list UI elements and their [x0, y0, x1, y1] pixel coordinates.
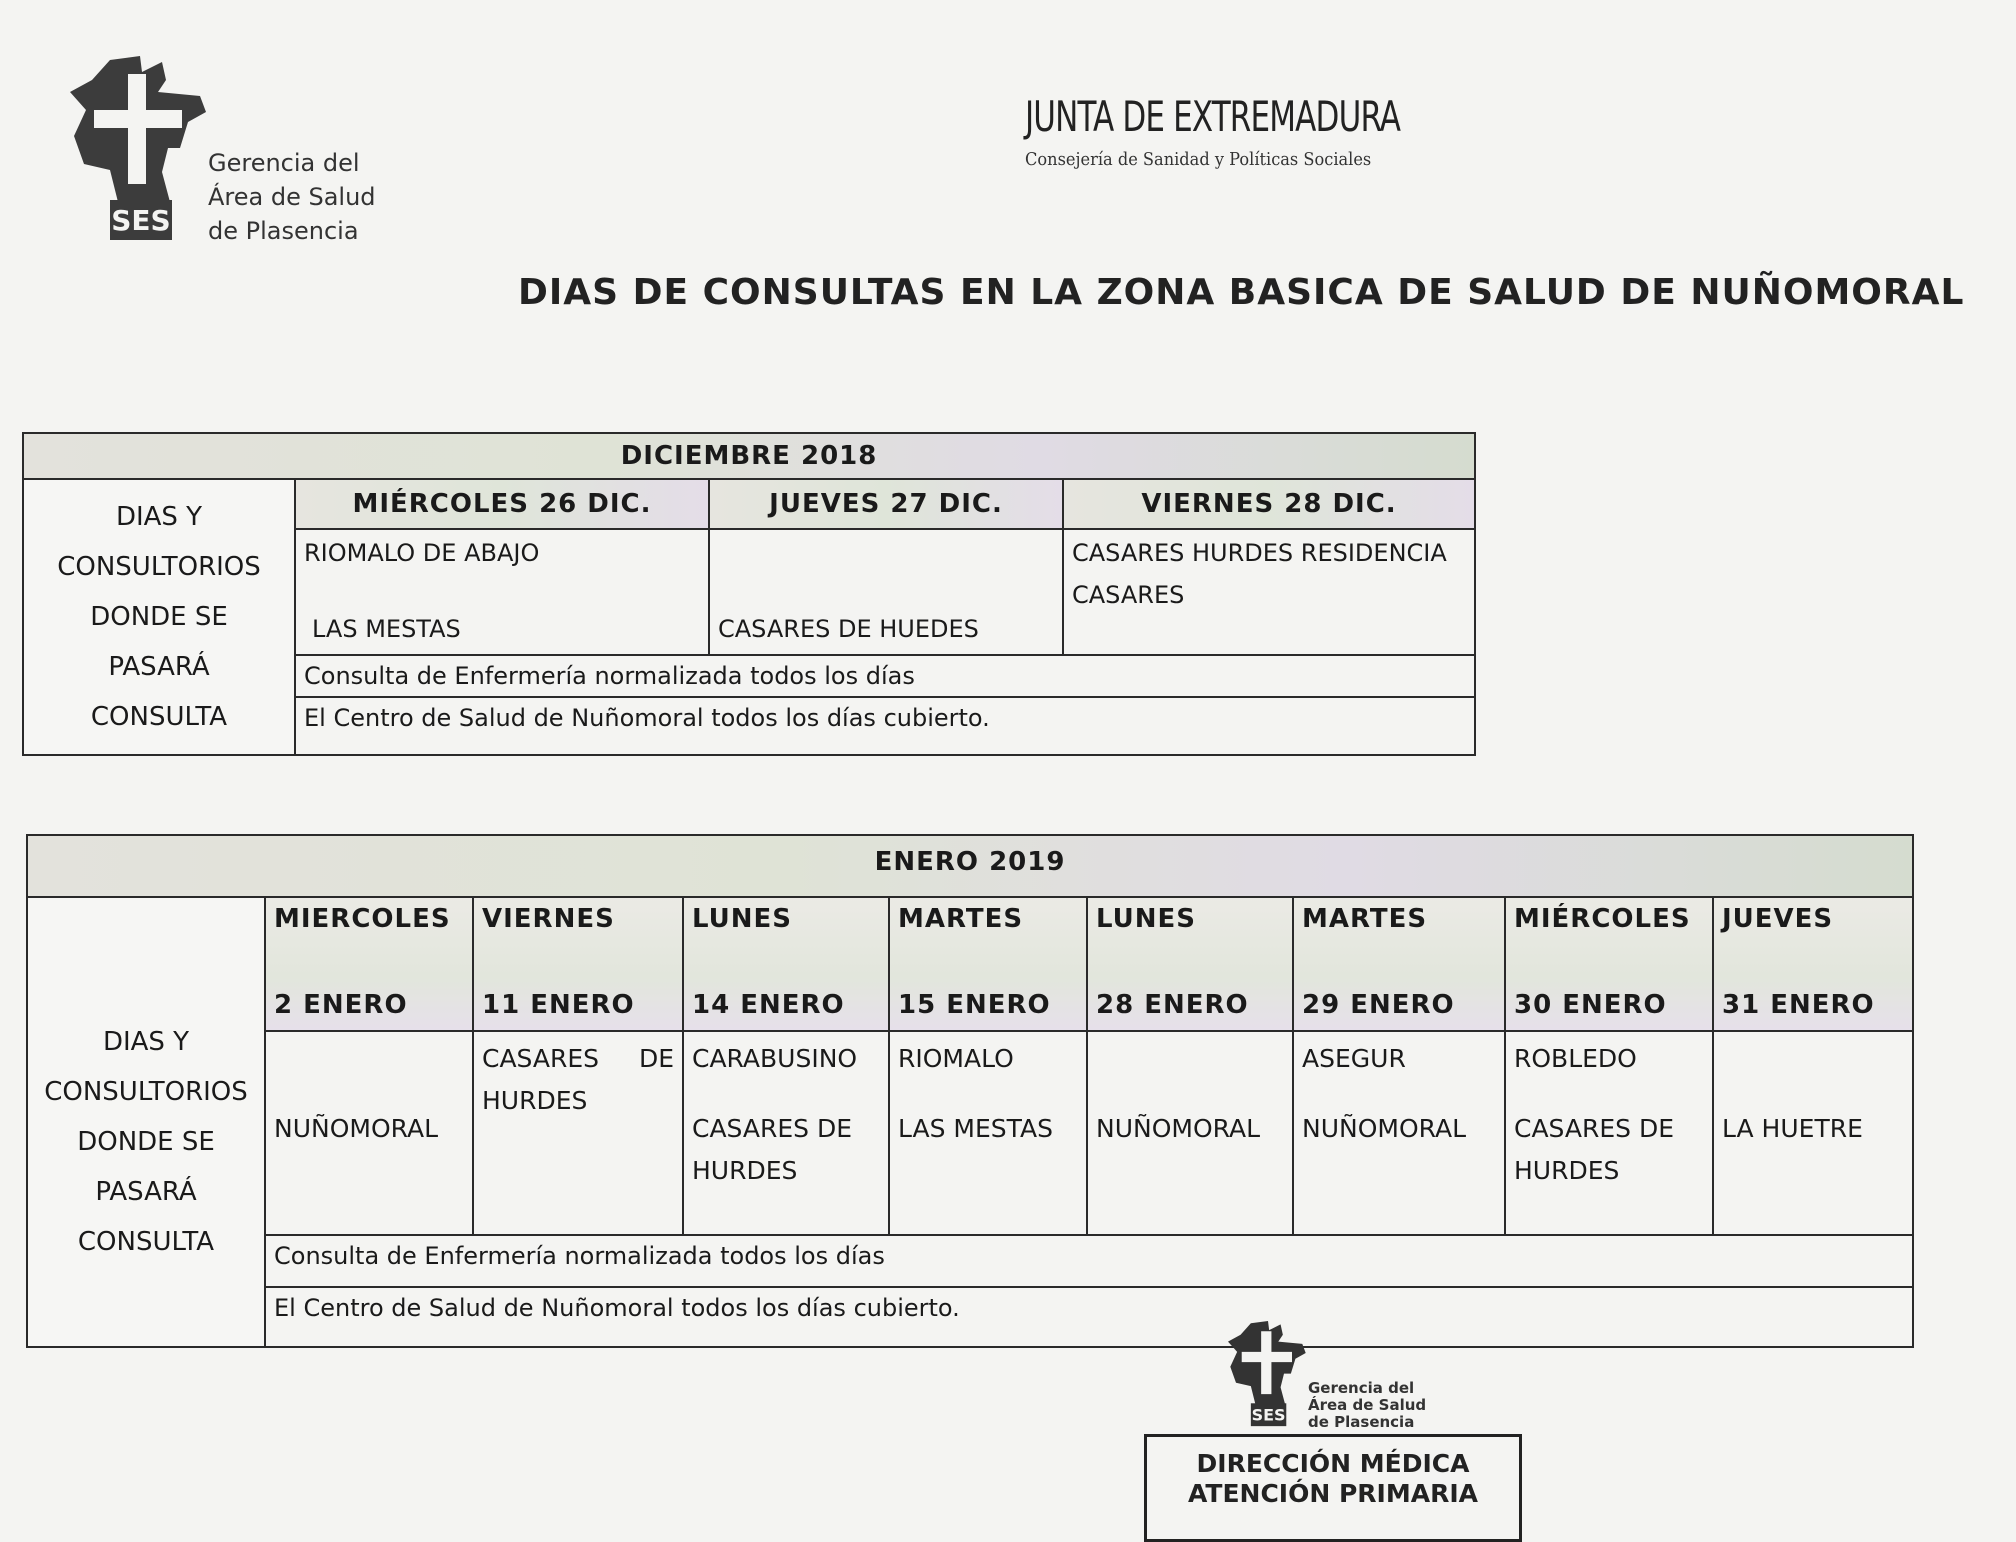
day-header: MARTES 15 ENERO [889, 897, 1087, 1031]
day-header: JUEVES 27 DIC. [709, 479, 1063, 529]
health-center-note: El Centro de Salud de Nuñomoral todos los días cubierto. [295, 697, 1475, 755]
row-header: DIAS Y CONSULTORIOS DONDE SE PASARÁ CONSULTA [27, 897, 265, 1347]
day-cell: CASARES DE HUEDES [709, 529, 1063, 655]
nursing-note: Consulta de Enfermería normalizada todos los días [265, 1235, 1913, 1287]
day-cell: ROBLEDO CASARES DE HURDES [1505, 1031, 1713, 1235]
svg-text:SES: SES [111, 204, 171, 237]
ses-cross-map-icon [70, 52, 210, 242]
day-cell: CASARES HURDES RESIDENCIA CASARES [1063, 529, 1475, 655]
month-header: ENERO 2019 [27, 835, 1913, 897]
ses-logo [70, 52, 430, 252]
december-table [22, 432, 1476, 756]
row-header: DIAS Y CONSULTORIOS DONDE SE PASARÁ CONSULTA [23, 479, 295, 755]
svg-text:SES: SES [1251, 1405, 1286, 1425]
junta-title: JUNTA DE EXTREMADURA [1025, 92, 1401, 141]
day-header: VIERNES 11 ENERO [473, 897, 683, 1031]
nursing-note: Consulta de Enfermería normalizada todos los días [295, 655, 1475, 697]
day-cell: CARABUSINO CASARES DE HURDES [683, 1031, 889, 1235]
ses-cross-map-icon [1228, 1318, 1308, 1428]
january-table [26, 834, 1914, 1348]
health-center-note: El Centro de Salud de Nuñomoral todos los días cubierto. [265, 1287, 1913, 1347]
day-header: MIÉRCOLES 26 DIC. [295, 479, 709, 529]
day-cell: NUÑOMORAL [265, 1031, 473, 1235]
day-cell: NUÑOMORAL [1087, 1031, 1293, 1235]
day-header: MARTES 29 ENERO [1293, 897, 1505, 1031]
stamp-caption: Gerencia del Área de Salud de Plasencia [1308, 1379, 1427, 1431]
stamp-box: DIRECCIÓN MÉDICA ATENCIÓN PRIMARIA [1144, 1434, 1522, 1542]
junta-header [1025, 92, 1482, 170]
day-header: MIERCOLES 2 ENERO [265, 897, 473, 1031]
day-header: JUEVES 31 ENERO [1713, 897, 1913, 1031]
day-cell: LA HUETRE [1713, 1031, 1913, 1235]
day-header: LUNES 14 ENERO [683, 897, 889, 1031]
day-cell: CASARES DE HURDES [473, 1031, 683, 1235]
day-cell: RIOMALO DE ABAJO LAS MESTAS [295, 529, 709, 655]
stamp-logo [1228, 1318, 1428, 1438]
day-header: MIÉRCOLES 30 ENERO [1505, 897, 1713, 1031]
month-header: DICIEMBRE 2018 [23, 433, 1475, 479]
day-cell: RIOMALO LAS MESTAS [889, 1031, 1087, 1235]
day-header: LUNES 28 ENERO [1087, 897, 1293, 1031]
day-cell: ASEGUR NUÑOMORAL [1293, 1031, 1505, 1235]
logo-caption: Gerencia del Área de Salud de Plasencia [208, 149, 376, 245]
day-header: VIERNES 28 DIC. [1063, 479, 1475, 529]
page-title: DIAS DE CONSULTAS EN LA ZONA BASICA DE SALUD DE NUÑOMORAL [518, 272, 1965, 313]
junta-subtitle: Consejería de Sanidad y Políticas Sociales [1025, 149, 1372, 170]
